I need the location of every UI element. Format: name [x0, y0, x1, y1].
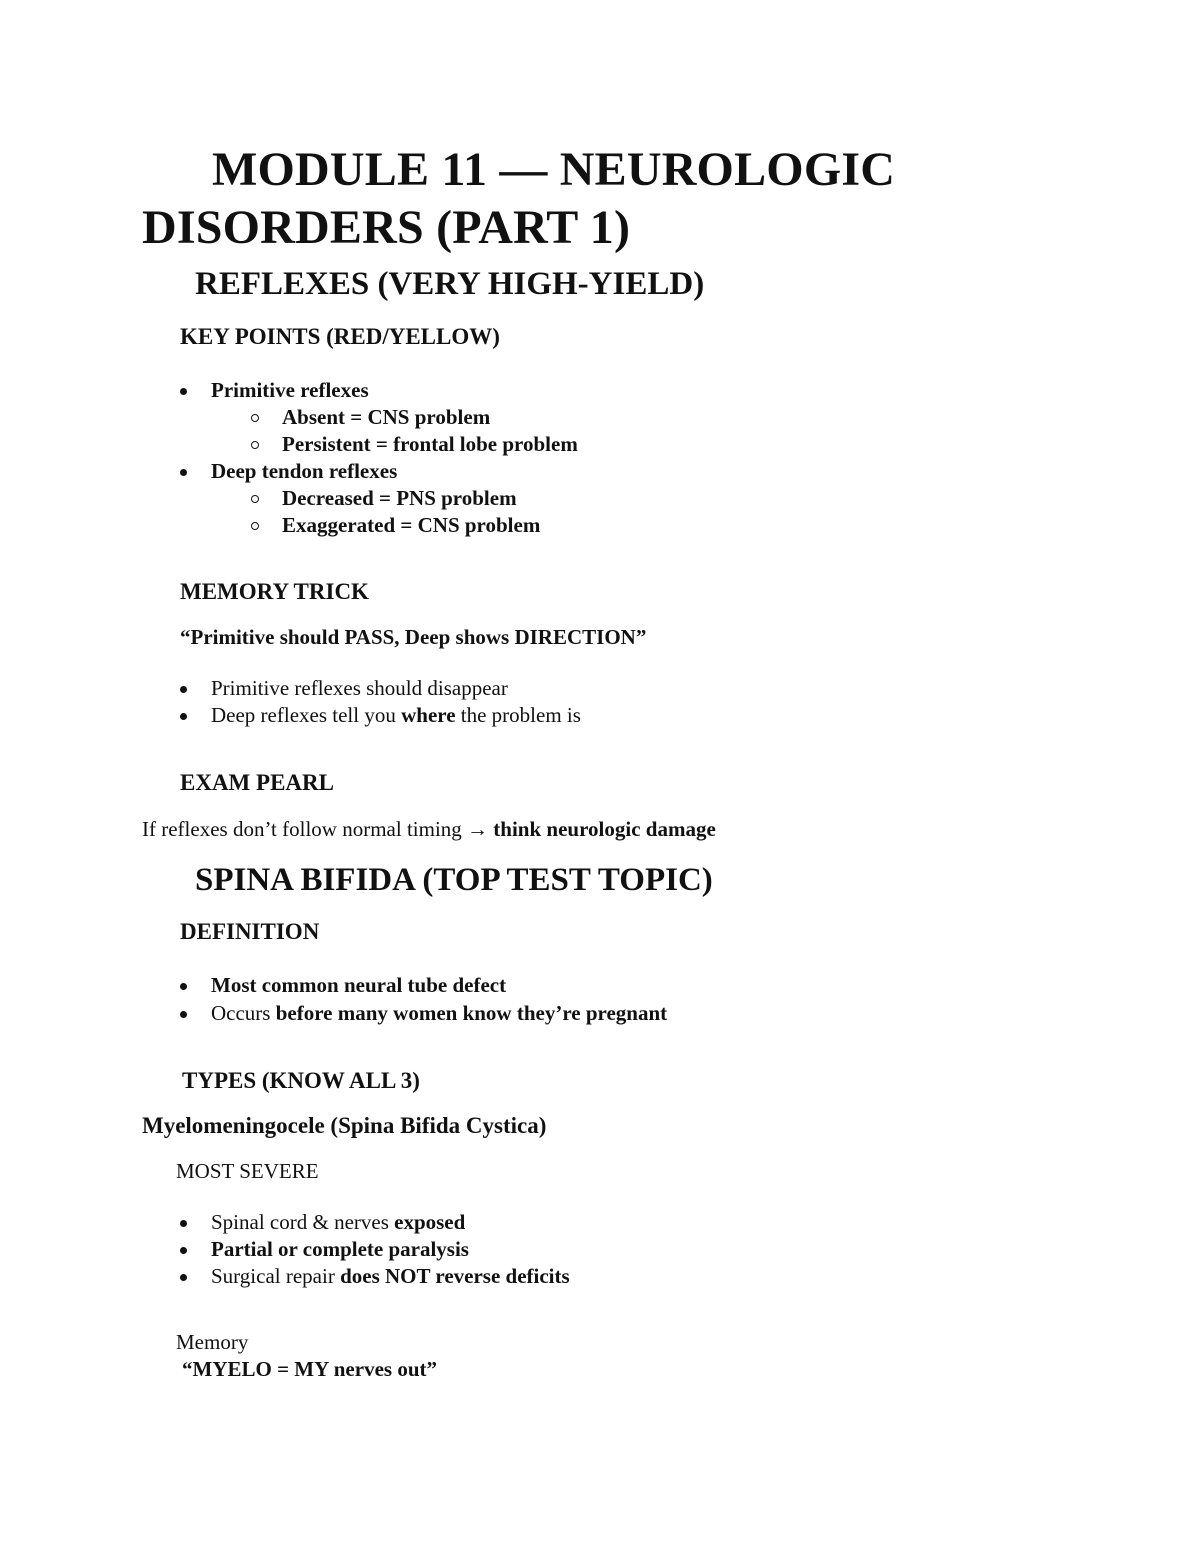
- circle-bullet-icon: [251, 495, 259, 503]
- types-heading: TYPES (KNOW ALL 3): [182, 1068, 420, 1093]
- list-item-primitive-disappear: Primitive reflexes should disappear: [211, 676, 508, 700]
- bullet-icon: [180, 388, 187, 395]
- bullet-icon: [180, 713, 187, 720]
- circle-bullet-icon: [251, 441, 259, 449]
- list-item-deep-tendon: Deep tendon reflexes: [211, 459, 398, 483]
- bullet-icon: [180, 1247, 187, 1254]
- memory-trick-quote: “Primitive should PASS, Deep shows DIRECTION”: [180, 625, 647, 649]
- memory-trick-heading: MEMORY TRICK: [180, 579, 369, 604]
- myelomeningocele-heading: Myelomeningocele (Spina Bifida Cystica): [142, 1113, 547, 1138]
- bullet-icon: [180, 983, 187, 990]
- reflexes-heading: REFLEXES (VERY HIGH-YIELD): [195, 266, 705, 302]
- circle-bullet-icon: [251, 414, 259, 422]
- list-item-occurs: Occurs before many women know they’re pregnant: [211, 1001, 668, 1025]
- list-item-neural-tube: Most common neural tube defect: [211, 973, 507, 997]
- spina-bifida-heading: SPINA BIFIDA (TOP TEST TOPIC): [195, 862, 713, 898]
- memory-label: Memory: [176, 1330, 249, 1354]
- page-title-line2: DISORDERS (PART 1): [142, 201, 631, 254]
- memory-quote: “MYELO = MY nerves out”: [182, 1357, 437, 1381]
- bullet-icon: [180, 686, 187, 693]
- bullet-icon: [180, 1011, 187, 1018]
- most-severe-label: MOST SEVERE: [176, 1159, 319, 1183]
- key-points-heading: KEY POINTS (RED/YELLOW): [180, 324, 500, 349]
- exam-pearl-heading: EXAM PEARL: [180, 770, 334, 795]
- list-item-deep-where: Deep reflexes tell you where the problem is: [211, 703, 581, 727]
- list-item-exposed: Spinal cord & nerves exposed: [211, 1210, 466, 1234]
- bullet-icon: [180, 1274, 187, 1281]
- list-item-paralysis: Partial or complete paralysis: [211, 1237, 469, 1261]
- list-item-decreased: Decreased = PNS problem: [282, 486, 517, 510]
- page-title-line1: MODULE 11 — NEUROLOGIC: [212, 143, 896, 196]
- bullet-icon: [180, 469, 187, 476]
- definition-heading: DEFINITION: [180, 919, 320, 944]
- circle-bullet-icon: [251, 522, 259, 530]
- list-item-persistent: Persistent = frontal lobe problem: [282, 432, 578, 456]
- bullet-icon: [180, 1220, 187, 1227]
- list-item-primitive: Primitive reflexes: [211, 378, 369, 402]
- list-item-absent: Absent = CNS problem: [282, 405, 491, 429]
- exam-pearl-text: If reflexes don’t follow normal timing → think neurologic damage: [142, 817, 716, 841]
- list-item-surgical-repair: Surgical repair does NOT reverse deficits: [211, 1264, 570, 1288]
- list-item-exaggerated: Exaggerated = CNS problem: [282, 513, 541, 537]
